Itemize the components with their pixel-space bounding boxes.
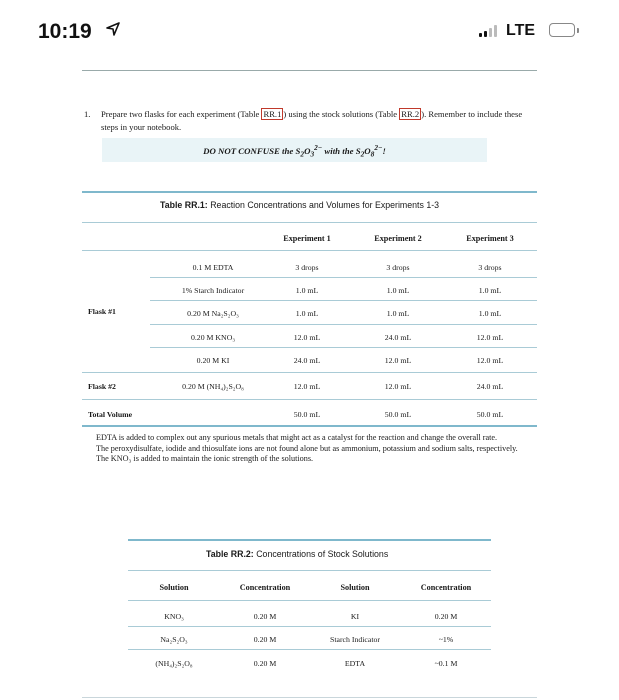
table2-concentration: 0.20 M (253, 659, 277, 668)
table1-cell: 24.0 mL (384, 333, 412, 342)
table1-reagent-ki: 0.20 M KI (196, 356, 230, 365)
table1-top-rule (82, 191, 537, 193)
table1-cell: 12.0 mL (384, 356, 412, 365)
top-divider (82, 70, 537, 71)
table1-cell: 3 drops (386, 263, 410, 272)
table2-concentration: 0.20 M (434, 612, 458, 621)
table2-row-rule (128, 649, 491, 650)
table1-reagent-edta: 0.1 M EDTA (192, 263, 234, 272)
table1-cell: 12.0 mL (293, 382, 321, 391)
table2-solution: (NH₄)₂S₂O₈ (155, 659, 193, 668)
table1-title: Table RR.1: Reaction Concentrations and Volumes for Experiments 1-3 (160, 200, 440, 210)
table2-row-rule (128, 626, 491, 627)
table2-solution: Na₂S₂O₃ (160, 635, 188, 644)
warning-text: DO NOT CONFUSE the $S_2O_3^{2-}$ with the $S_2O_8^{2-}$! (203, 143, 386, 159)
table1-header-bottom-rule (82, 250, 537, 251)
note-kno3: The KNO₃ is added to maintain the ionic strength of the solutions. (96, 454, 314, 463)
table1-reagent-starch: 1% Starch Indicator (181, 286, 245, 295)
table1-total-cell: 50.0 mL (384, 410, 412, 419)
table1-cell: 3 drops (478, 263, 502, 272)
table1-cell: 1.0 mL (386, 286, 410, 295)
table1-cell: 1.0 mL (478, 309, 502, 318)
table1-row-rule (150, 300, 537, 301)
table1-cell: 3 drops (295, 263, 319, 272)
table1-bottom-rule (82, 425, 537, 427)
table2-solution: EDTA (344, 659, 366, 668)
table1-header-rule (82, 222, 537, 223)
flask2-label: Flask #2 (88, 382, 116, 391)
table2-concentration: 0.20 M (253, 635, 277, 644)
table1-row-rule (150, 347, 537, 348)
table1-flask2-bottom-rule (82, 399, 537, 400)
table1-cell: 1.0 mL (295, 286, 319, 295)
table2-header-concentration: Concentration (239, 583, 291, 592)
table1-header-exp1: Experiment 1 (283, 234, 331, 243)
table1-cell: 12.0 mL (476, 333, 504, 342)
table1-total-cell: 50.0 mL (293, 410, 321, 419)
question-text: Prepare two flasks for each experiment (Table RR.1 ) using the stock solutions (Table RR.2 ). Remember to include these steps in your notebook. (101, 109, 523, 132)
location-arrow-icon (106, 22, 120, 41)
table1-cell: 12.0 mL (476, 356, 504, 365)
bottom-divider (82, 697, 537, 698)
table2-header-solution: Solution (159, 583, 189, 592)
table2-concentration: ~0.1 M (434, 659, 458, 668)
flask1-label: Flask #1 (88, 307, 116, 316)
table1-flask1-bottom-rule (82, 372, 537, 373)
table2-header-concentration-2: Concentration (420, 583, 472, 592)
table2-header-solution-2: Solution (340, 583, 370, 592)
question-number: 1. (84, 109, 91, 119)
table1-header-exp3: Experiment 3 (466, 234, 514, 243)
table2-header-top-rule (128, 570, 491, 571)
table1-reagent-persulfate: 0.20 M (NH₄)₂S₂O₈ (182, 382, 244, 391)
table1-total-cell: 50.0 mL (476, 410, 504, 419)
status-time: 10:19 (38, 20, 92, 43)
table1-cell: 12.0 mL (384, 382, 412, 391)
table2-solution: Starch Indicator (329, 635, 380, 644)
battery-icon (549, 23, 575, 37)
table1-cell: 24.0 mL (293, 356, 321, 365)
table1-cell: 1.0 mL (478, 286, 502, 295)
table2-title: Table RR.2: Concentrations of Stock Solutions (206, 549, 389, 559)
table1-cell: 12.0 mL (293, 333, 321, 342)
note-edta: EDTA is added to complex out any spurious metals that might act as a catalyst for the reaction and change the overall rate. (96, 433, 498, 442)
table-ref-1[interactable]: RR.1 (263, 109, 282, 119)
table2-concentration: 0.20 M (253, 612, 277, 621)
table1-cell: 24.0 mL (476, 382, 504, 391)
network-type: LTE (506, 22, 536, 39)
table1-cell: 1.0 mL (386, 309, 410, 318)
battery-cap (577, 28, 579, 33)
table1-reagent-kno3: 0.20 M KNO₃ (190, 333, 236, 342)
table1-row-rule (150, 324, 537, 325)
table2-solution: KNO₃ (164, 612, 184, 621)
table2-top-rule (128, 539, 491, 541)
table1-notes (96, 433, 541, 465)
total-volume-label: Total Volume (88, 410, 133, 419)
note-salts: The peroxydisulfate, iodide and thiosulfate ions are not found alone but as ammonium, potassium and sodium salts, respectively. (96, 443, 518, 453)
table1-header-exp2: Experiment 2 (374, 234, 422, 243)
table-ref-2[interactable]: RR.2 (401, 109, 420, 119)
table1-row-rule (150, 277, 537, 278)
table2-header-bottom-rule (128, 600, 491, 601)
signal-bars-icon (479, 25, 497, 37)
table2-concentration: ~1% (438, 635, 454, 644)
table1-reagent-thiosulfate: 0.20 M Na₂S₂O₃ (187, 309, 239, 318)
table2-solution: KI (350, 612, 360, 621)
table1-cell: 1.0 mL (295, 309, 319, 318)
